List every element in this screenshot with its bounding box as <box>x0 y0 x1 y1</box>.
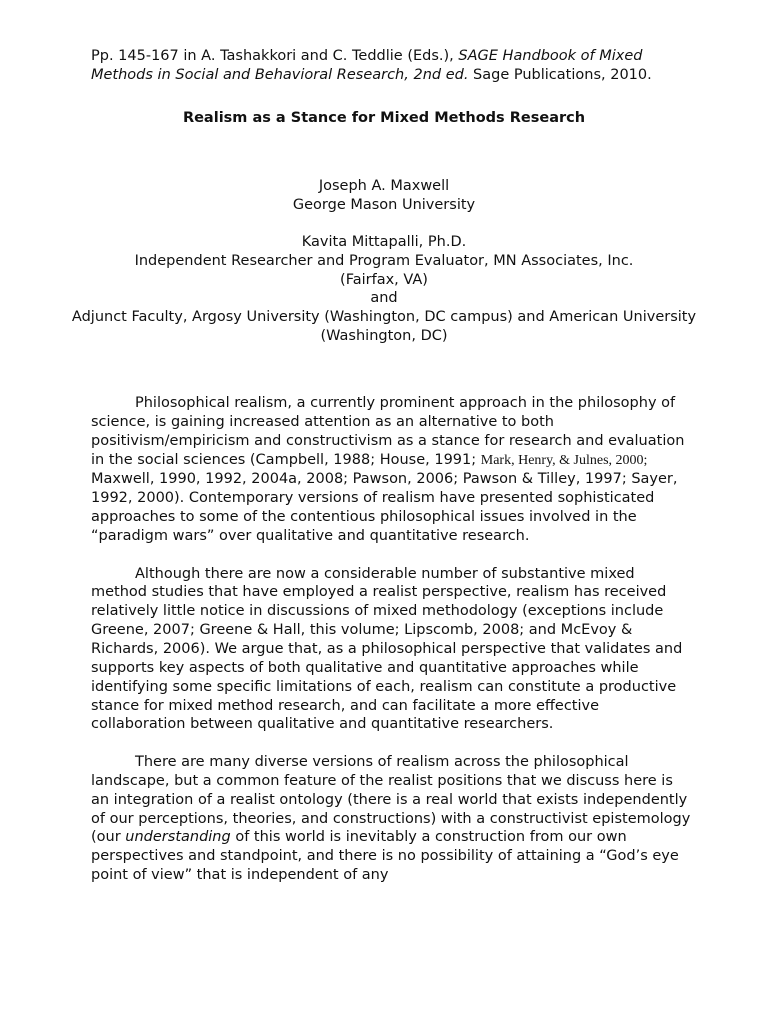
paragraph-3-part-1: There are many diverse versions of realism across the philosophical landscape, but a common feature of the realist positions that we discuss here is an integration of a realist ontology (there is a real world that exists independently of our perceptions, theories, and constructions) with a constructivist epistemology (our <box>91 754 691 846</box>
citation-prefix: Pp. 145-167 in A. Tashakkori and C. Teddlie (Eds.), <box>91 48 459 64</box>
paragraph-3-part-2: of this world is inevitably a construction from our own perspectives and standpoint, and there is no possibility of attaining a “God’s eye point of view” that is independent of any <box>91 829 679 884</box>
paragraph-3-emphasis: understanding <box>125 829 231 846</box>
paragraph-2: Although there are now a considerable number of substantive mixed method studies that have employed a realist perspective, realism has received relatively little notice in discussions of mixed methodology (exceptions include Greene, 2007; Greene & Hall, this volume; Lipscomb, 2008; and McEvoy & Richards, 2006). We argue that, as a philosophical perspective that validates and supports key aspects of both qualitative and quantitative approaches while identifying some specific limitations of each, realism can constitute a productive stance for mixed method research, and can facilitate a more effective collaboration between qualitative and quantitative researchers. <box>91 565 683 733</box>
author-affiliation-2-location: (Fairfax, VA) <box>340 271 428 288</box>
citation-book-title: SAGE Handbook of Mixed Methods in Social and Behavioral Research, 2nd ed. <box>91 48 643 83</box>
paragraph-3 <box>91 753 691 885</box>
paper-title: Realism as a Stance for Mixed Methods Research <box>182 110 586 126</box>
author-spacer <box>60 214 708 233</box>
author-affiliation-1: George Mason University <box>292 196 476 213</box>
author-conjunction: and <box>370 290 398 307</box>
paragraph-1 <box>91 394 691 546</box>
author-name-1: Joseph A. Maxwell <box>318 178 450 194</box>
author-name-2: Kavita Mittapalli, Ph.D. <box>301 234 467 251</box>
citation <box>91 47 691 85</box>
author-block <box>60 177 708 345</box>
author-affiliation-2a: Independent Researcher and Program Evaluator, MN Associates, Inc. <box>134 252 634 269</box>
paragraph-1-citation: Mark, Henry, & Julnes, 2000; <box>480 452 648 468</box>
paragraph-1-part-2: Maxwell, 1990, 1992, 2004a, 2008; Pawson, 2006; Pawson & Tilley, 1997; Sayer, 1992, 2000). Contemporary versions of realism have presented sophisticated approaches to some of the contentious philosophical issues involved in the “paradigm wars” over qualitative and quantitative research. <box>91 471 678 544</box>
citation-suffix: Sage Publications, 2010. <box>468 67 652 83</box>
paragraph-1-part-1: Philosophical realism, a currently prominent approach in the philosophy of science, is gaining increased attention as an alternative to both positivism/empiricism and constructivism as a stance for research and evaluation in the social sciences (Campbell, 1988; House, 1991; <box>91 395 685 468</box>
body-text <box>91 394 691 904</box>
author-affiliation-2b: Adjunct Faculty, Argosy University (Washington, DC campus) and American University (Washington, DC) <box>71 308 697 344</box>
